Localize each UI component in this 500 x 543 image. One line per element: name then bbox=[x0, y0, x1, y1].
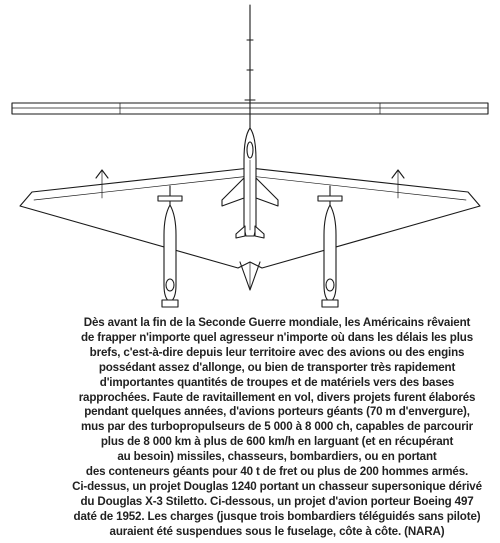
caption-line: d'importantes quantités de troupes et de matériels vers des bases bbox=[99, 375, 455, 389]
caption-line: rapprochées. Faute de ravitaillement en vol, divers projets furent élaborés bbox=[78, 390, 476, 404]
caption-line: Ci-dessus, un projet Douglas 1240 portant un chasseur supersonique dérivé bbox=[72, 479, 482, 493]
caption-line: Dès avant la fin de la Seconde Guerre mondiale, les Américains rêvaient bbox=[83, 316, 471, 329]
caption-line: plus de 8 000 km à plus de 600 km/h en larguant (et en récupérant bbox=[100, 435, 454, 449]
caption-line: des conteneurs géants pour 40 t de fret ou plus de 200 hommes armés. bbox=[85, 465, 469, 479]
caption-line: de frapper n'importe quel agresseur n'importe où dans les délais les plus bbox=[80, 330, 474, 344]
caption-line: pendant quelques années, d'avions porteurs géants (70 m d'envergure), bbox=[84, 405, 470, 419]
wing-pod-left-inner bbox=[176, 215, 184, 281]
caption-line: brefs, c'est-à-dire depuis leur territoire avec des avions ou des engins bbox=[89, 345, 465, 359]
caption-line: au besoin) missiles, chasseurs, bombardiers, ou en portant bbox=[117, 450, 437, 464]
parasite-fighter bbox=[222, 128, 278, 238]
photo-caption bbox=[62, 316, 492, 540]
caption-line: du Douglas X-3 Stiletto. Ci-dessous, un projet d'avion porteur Boeing 497 bbox=[80, 494, 474, 508]
caption-line: auraient été suspendues sous le fuselage, côte à côte. (NARA) bbox=[109, 524, 445, 538]
caption-line: mus par des turbopropulseurs de 5 000 à 8 000 ch, capables de parcourir bbox=[80, 420, 474, 434]
caption-line: possédant assez d'allonge, ou bien de transporter très rapidement bbox=[98, 360, 456, 374]
caption-line: daté de 1952. Les charges (jusque trois bombardiers téléguidés sans pilote) bbox=[73, 509, 481, 523]
